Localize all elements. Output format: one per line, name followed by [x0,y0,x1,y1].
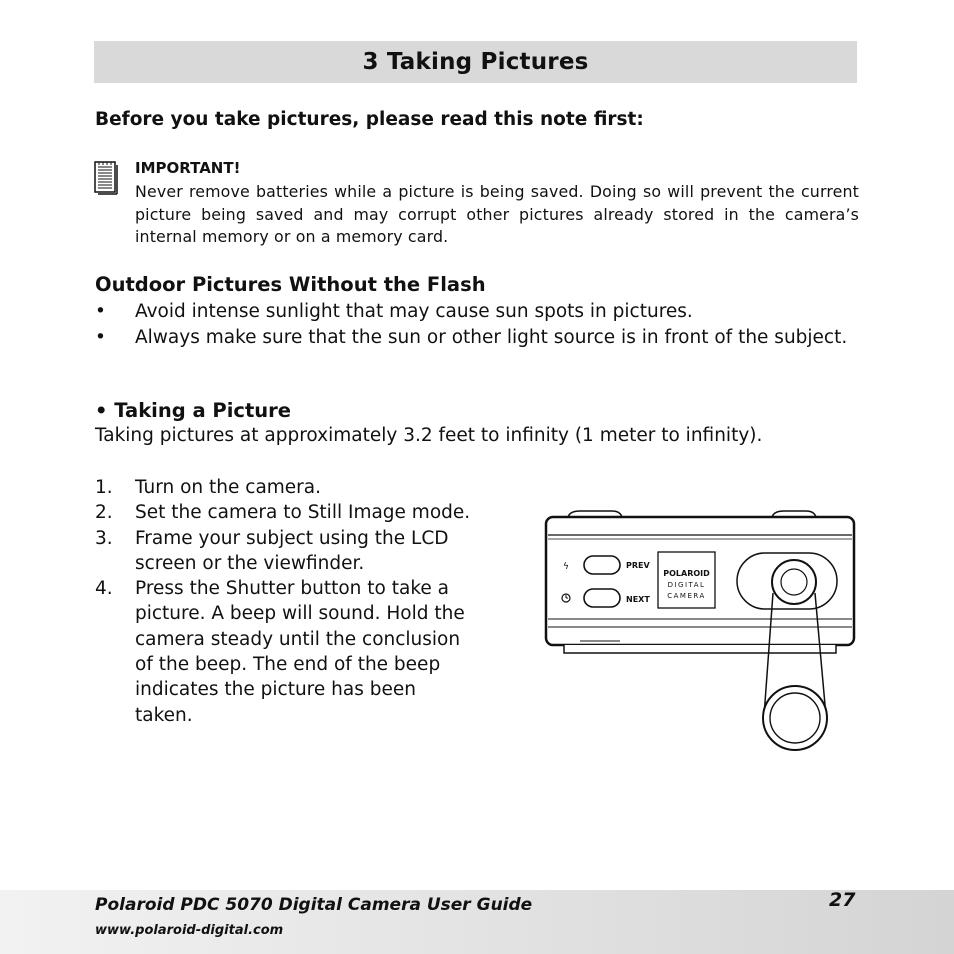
outdoor-heading: Outdoor Pictures Without the Flash [95,273,486,296]
important-text: Never remove batteries while a picture is being saved. Doing so will prevent the current picture being saved and may corrupt other pictures already stored in the camera’s internal memory or on a memory card. [135,182,859,247]
bullet-text: Avoid intense sunlight that may cause sun spots in pictures. [135,301,693,322]
taking-intro: Taking pictures at approximately 3.2 feet to infinity (1 meter to infinity). [95,425,763,446]
camera-illustration [540,505,860,755]
bullet-text: Always make sure that the sun or other light source is in front of the subject. [135,326,848,348]
step-number: 2. [95,502,113,524]
prev-button[interactable] [584,556,620,574]
step-text: Set the camera to Still Image mode. [135,502,471,524]
list-item [95,526,490,577]
list-item [95,475,515,500]
page-number: 27 [829,889,856,911]
steps-list [95,475,515,728]
next-button[interactable] [584,589,620,607]
list-item [95,299,858,325]
footer-url[interactable]: www.polaroid-digital.com [95,923,284,938]
list-item [95,576,475,728]
bullet-symbol: • [95,301,106,322]
bullet-symbol: • [95,326,106,348]
lead-note: Before you take pictures, please read this note first: [95,109,644,130]
footer-title: Polaroid PDC 5070 Digital Camera User Guide [95,895,533,915]
taking-heading: • Taking a Picture [95,399,292,422]
prev-label: PREV [626,561,650,570]
list-item [95,325,858,351]
camera-logo [663,569,710,600]
flash-icon: ϟ [563,562,569,572]
logo-line: DIGITAL [667,581,706,589]
outdoor-bullet-list [95,299,858,350]
note-icon [94,161,118,195]
important-label: IMPORTANT! [135,159,241,177]
chapter-title-bar [94,41,857,83]
step-number: 3. [95,527,113,549]
step-text: Press the Shutter button to take a picture. A beep will sound. Hold the camera steady until the conclusion of the beep. The end of the beep indicates the picture has been taken. [135,578,465,726]
shutter-button-icon [772,560,816,604]
step-number: 4. [95,578,113,600]
list-item [95,500,515,525]
chapter-title: 3 Taking Pictures [362,49,589,75]
step-number: 1. [95,477,113,498]
step-text: Frame your subject using the LCD screen or the viewfinder. [135,527,449,574]
step-text: Turn on the camera. [135,477,322,498]
logo-line: CAMERA [667,592,706,600]
logo-line: POLAROID [663,569,710,578]
next-label: NEXT [626,595,650,604]
